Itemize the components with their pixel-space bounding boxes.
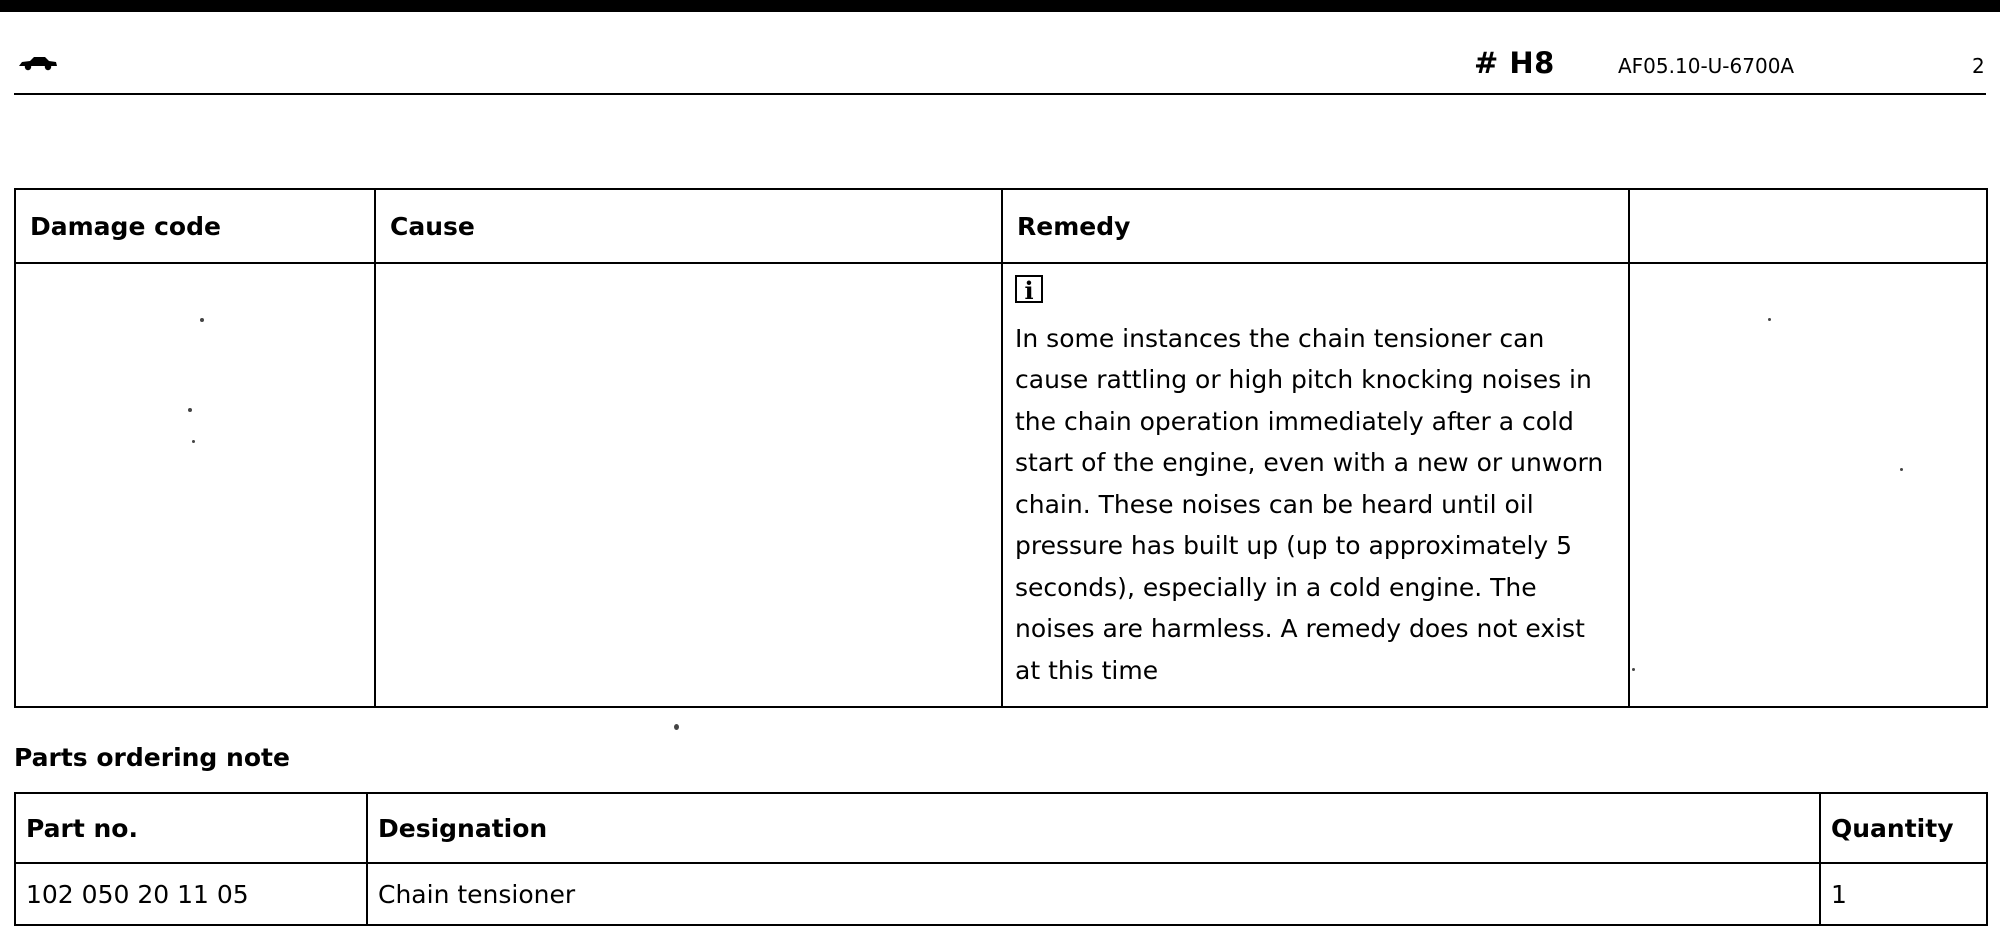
scan-speck <box>1632 668 1635 671</box>
scan-speck <box>192 440 195 443</box>
parts-table-header-row <box>15 793 1987 863</box>
info-icon: i <box>1015 275 1043 303</box>
parts-table <box>14 792 1988 926</box>
top-bar <box>0 0 2000 12</box>
column-header-part-no: Part no. <box>15 793 367 863</box>
document-id: # H8 <box>1474 46 1555 80</box>
column-header-quantity: Quantity <box>1820 793 1987 863</box>
damage-code-cell <box>15 263 375 707</box>
table-row <box>15 263 1987 707</box>
car-icon <box>18 54 58 72</box>
scan-speck <box>200 318 204 322</box>
damage-table <box>14 188 1988 708</box>
parts-ordering-heading: Parts ordering note <box>14 743 290 772</box>
designation-cell: Chain tensioner <box>367 863 1820 925</box>
page-number: 2 <box>1972 54 1985 78</box>
damage-table-header-row <box>15 189 1987 263</box>
remedy-text: In some instances the chain tensioner can cause rattling or high pitch knocking noises in the chain operation immediately after a cold start of the engine, even with a new or unworn chain. These noises can be heard until oil pressure has built up (up to approximately 5 seconds), especially in a cold engine. The noises are harmless. A remedy does not exist at this time <box>1015 323 1604 685</box>
part-no-cell: 102 050 20 11 05 <box>15 863 367 925</box>
table-row <box>15 863 1987 925</box>
document-code: AF05.10-U-6700A <box>1618 54 1795 78</box>
column-header-cause: Cause <box>375 189 1002 263</box>
header-rule <box>14 93 1986 95</box>
cause-cell <box>375 263 1002 707</box>
extra-cell <box>1629 263 1987 707</box>
scan-speck <box>674 724 679 730</box>
remedy-cell <box>1002 263 1629 707</box>
scan-speck <box>1900 468 1903 471</box>
column-header-designation: Designation <box>367 793 1820 863</box>
quantity-cell: 1 <box>1820 863 1987 925</box>
column-header-blank <box>1629 189 1987 263</box>
column-header-damage-code: Damage code <box>15 189 375 263</box>
scan-speck <box>1768 318 1771 321</box>
scan-speck <box>188 408 192 412</box>
column-header-remedy: Remedy <box>1002 189 1629 263</box>
